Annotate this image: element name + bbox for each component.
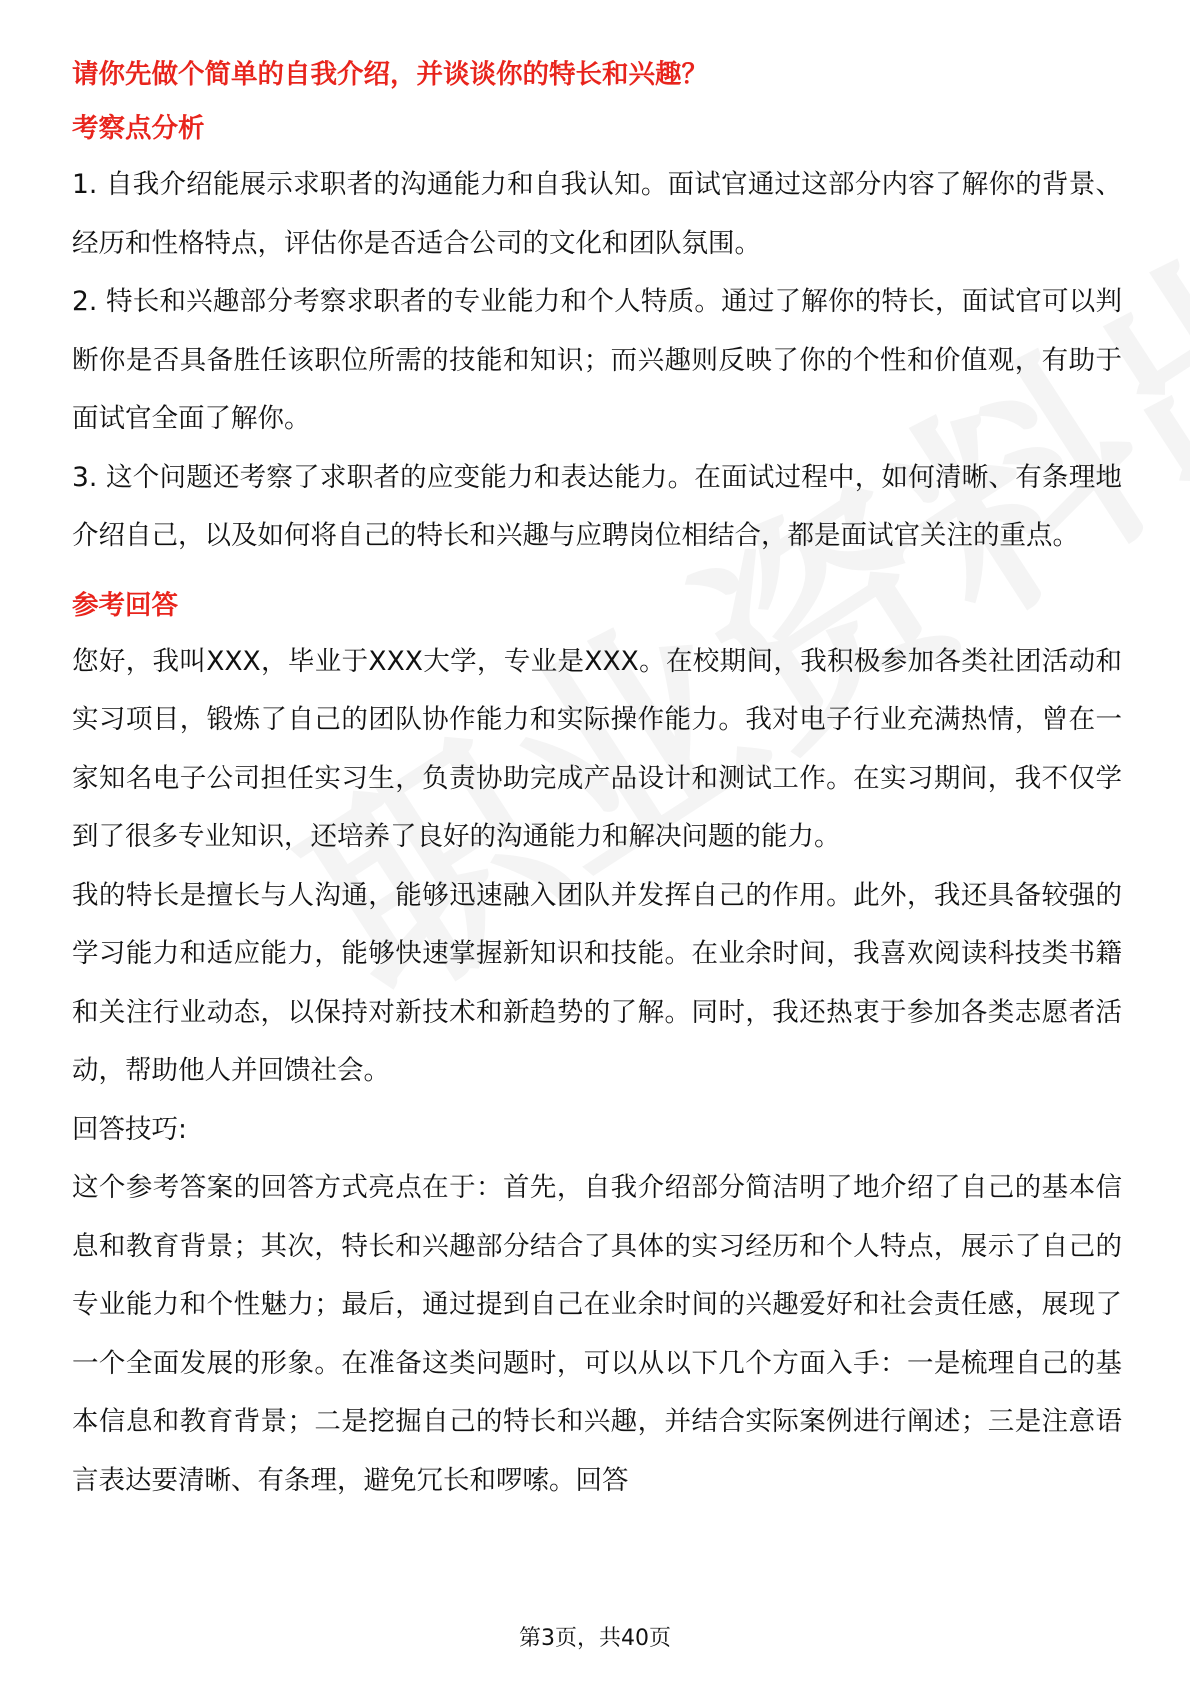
analysis-point-1: 1. 自我介绍能展示求职者的沟通能力和自我认知。面试官通过这部分内容了解你的背景、经历和性格特点，评估你是否适合公司的文化和团队氛围。 <box>72 169 1122 259</box>
question-title: 请你先做个简单的自我介绍，并谈谈你的特长和兴趣？ <box>72 59 708 90</box>
analysis-point-2: 2. 特长和兴趣部分考察求职者的专业能力和个人特质。通过了解你的特长，面试官可以判断你是否具备胜任该职位所需的技能和知识；而兴趣则反映了你的个性和价值观，有助于面试官全面了解你。 <box>72 286 1122 434</box>
tips-label: 回答技巧: <box>72 1113 187 1145</box>
reference-paragraph-2: 我的特长是擅长与人沟通，能够迅速融入团队并发挥自己的作用。此外，我还具备较强的学习能力和适应能力，能够快速掌握新知识和技能。在业余时间，我喜欢阅读科技类书籍和关注行业动态，以保持对新技术和新趋势的了解。同时，我还热衷于参加各类志愿者活动，帮助他人并回馈社会。 <box>72 879 1122 1086</box>
reference-heading: 参考回答 <box>72 589 178 621</box>
reference-paragraph-1: 您好，我叫XXX，毕业于XXX大学，专业是XXX。在校期间，我积极参加各类社团活动和实习项目，锻炼了自己的团队协作能力和实际操作能力。我对电子行业充满热情，曾在一家知名电子公司担任实习生，负责协助完成产品设计和测试工作。在实习期间，我不仅学到了很多专业知识，还培养了良好的沟通能力和解决问题的能力。 <box>72 645 1122 852</box>
analysis-heading: 考察点分析 <box>72 113 205 144</box>
analysis-point-3: 3. 这个问题还考察了求职者的应变能力和表达能力。在面试过程中，如何清晰、有条理地介绍自己，以及如何将自己的特长和兴趣与应聘岗位相结合，都是面试官关注的重点。 <box>72 461 1122 551</box>
page-footer: 第3页，共40页 <box>519 1626 671 1651</box>
page-content <box>72 48 1122 1510</box>
tips-text: 这个参考答案的回答方式亮点在于：首先，自我介绍部分简洁明了地介绍了自己的基本信息和教育背景；其次，特长和兴趣部分结合了具体的实习经历和个人特点，展示了自己的专业能力和个性魅力；最后，通过提到自己在业余时间的兴趣爱好和社会责任感，展现了一个全面发展的形象。在准备这类问题时，可以从以下几个方面入手：一是梳理自己的基本信息和教育背景；二是挖掘自己的特长和兴趣，并结合实际案例进行阐述；三是注意语言表达要清晰、有条理，避免冗长和啰嗦。回答 <box>72 1172 1122 1496</box>
